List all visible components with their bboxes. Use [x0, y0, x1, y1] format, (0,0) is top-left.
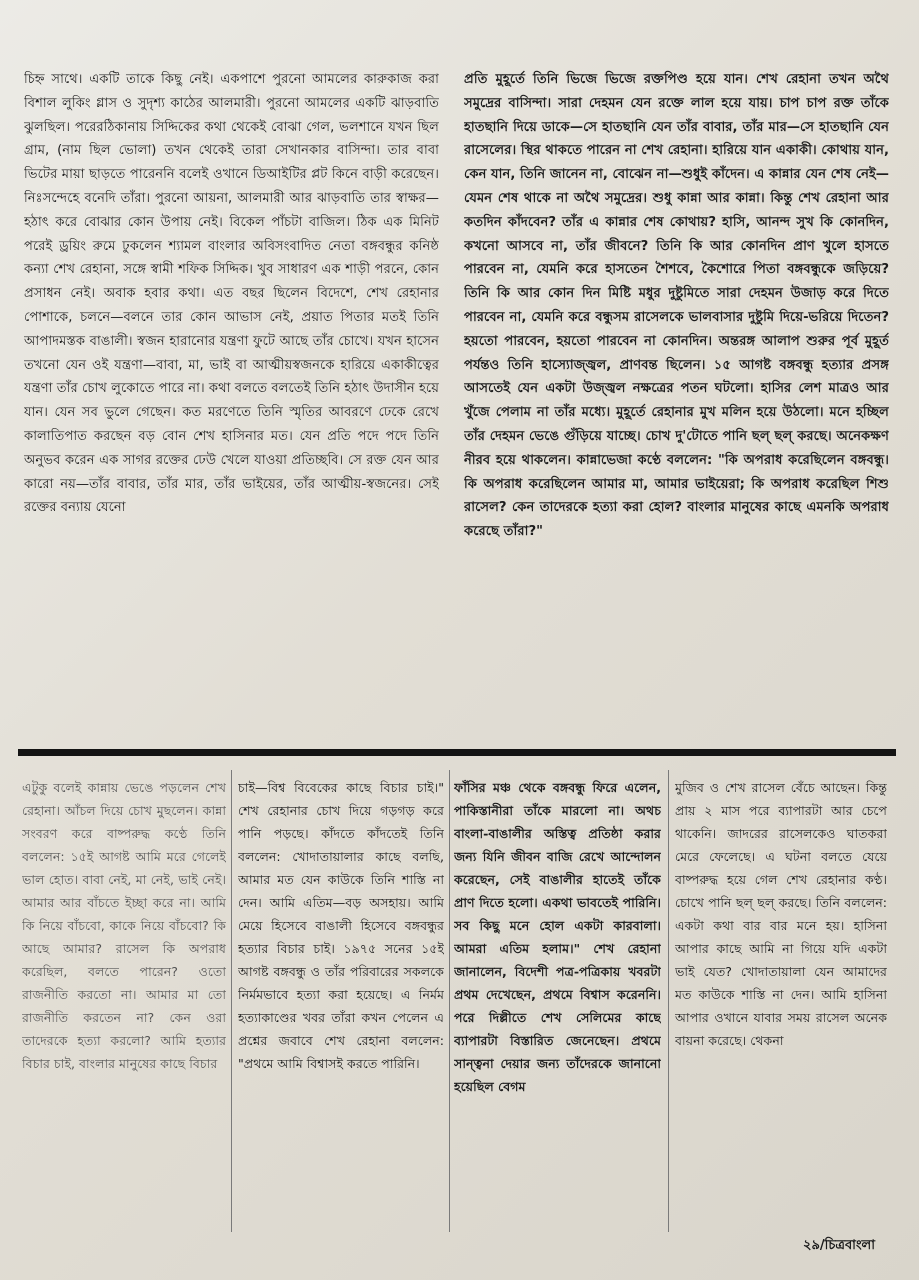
section-divider-rule — [18, 749, 896, 756]
article-column-bottom-4: মুজিব ও শেখ রাসেল বেঁচে আছেন। কিন্তু প্রায় ২ মাস পরে ব্যাপারটা আর চেপে থাকেনি। জাদরের রাসেলকেও ঘাতকরা মেরে ফেলেছে। এ ঘটনা বলতে যেয়ে বাষ্পরুদ্ধ হয়ে গেল শেখ রেহানার কণ্ঠ। চোখে পানি ছল্ ছল্ করছে। তিনি বললেন: একটা কথা বার বার মনে হয়। হাসিনা আপার কাছে আমি না গিয়ে যদি একটা ভাই যেত? খোদাতায়ালা যেন আমাদের মত কাউকে শাস্তি না দেন। আমি হাসিনা আপার ওখানে যাবার সময় রাসেল অনেক বায়না করেছে। থেকনা — [675, 780, 887, 1048]
article-column-bottom-3: ফাঁসির মঞ্চ থেকে বঙ্গবন্ধু ফিরে এলেন, পাকিস্তানীরা তাঁকে মারলো না। অথচ বাংলা-বাঙালীর অস্তিত্ব প্রতিষ্ঠা করার জন্য যিনি জীবন বাজি রেখে আন্দোলন করেছেন, সেই বাঙালীর হাতেই তাঁকে প্রাণ দিতে হলো। একথা ভাবতেই পারিনি। সব কিছু মনে হোল একটা কারবালা। আমরা এতিম হলাম।" শেখ রেহানা জানালেন, বিদেশী পত্র-পত্রিকায় খবরটা প্রথম দেখেছেন, প্রথমে বিশ্বাস করেননি। পরে দিল্লীতে শেখ সেলিমের কাছে ব্যাপারটা বিস্তারিত জেনেছেন। প্রথমে সান্ত্বনা দেয়ার জন্য তাঁদেরকে জানানো হয়েছিল বেগম — [454, 780, 661, 1094]
article-column-bottom-2: চাই—বিশ্ব বিবেকের কাছে বিচার চাই।" শেখ রেহানার চোখ দিয়ে গড়গড় করে পানি পড়ছে। কাঁদতে কাঁদতেই তিনি বললেন: খোদাতায়ালার কাছে বলছি, আমার মত যেন কাউকে তিনি শাস্তি না দেন। আমি এতিম—বড় অসহায়। আমি মেয়ে হিসেবে বাঙালী হিসেবে বঙ্গবন্ধুর হত্যার বিচার চাই। ১৯৭৫ সনের ১৫ই আগষ্ট বঙ্গবন্ধু ও তাঁর পরিবারের সকলকে নির্মমভাবে হত্যা করা হয়েছে। এ নির্মম হত্যাকাণ্ডের খবর তাঁরা কখন পেলেন এ প্রশ্নের জবাবে শেখ রেহানা বললেন: "প্রথমে আমি বিশ্বাসই করতে পারিনি। — [238, 780, 444, 1071]
column-divider — [231, 770, 232, 1232]
article-column-top-right: প্রতি মুহূর্তে তিনি ভিজে ভিজে রক্তপিণ্ড হয়ে যান। শেখ রেহানা তখন অথৈ সমুদ্রের বাসিন্দা। সারা দেহমন যেন রক্তে লাল হয়ে যায়। চাপ চাপ রক্ত তাঁকে হাতছানি দিয়ে ডাকে—সে হাতছানি যেন তাঁর বাবার, তাঁর মার—সে হাতছানি যেন রাসেলের। স্থির থাকতে পারেন না শেখ রেহানা। হারিয়ে যান একাকী। কোথায় যান, কেন যান, তিনি জানেন না, বোঝেন না—শুধুই কাঁদেন। এ কান্নার যেন শেষ নেই—যেমন শেষ থাকে না অথৈ সমুদ্রের। শুধু কান্না আর কান্না। কিন্তু শেখ রেহানা আর কতদিন কাঁদবেন? তাঁর এ কান্নার শেষ কোথায়? হাসি, আনন্দ সুখ কি কোনদিন, কখনো আসবে না, তাঁর জীবনে? তিনি কি আর কোনদিন প্রাণ খুলে হাসতে পারবেন না, যেমনি করে হাসতেন শৈশবে, কৈশোরে পিতা বঙ্গবন্ধুকে জড়িয়ে? তিনি কি আর কোন দিন মিষ্টি মধুর দুষ্টুমিতে সারা দেহমন উজাড় করে দিতে পারবেন না, যেমনি করে বন্ধুসম রাসেলকে ভালবাসার দুষ্টুমি দিয়ে-ভরিয়ে দিতেন? হয়তো পারবেন, হয়তো পারবেন না কোনদিন। অন্তরঙ্গ আলাপ শুরুর পূর্ব মুহূর্ত পর্যন্তও তিনি হাস্যোজ্জ্বল, প্রাণবন্ত ছিলেন। ১৫ আগষ্ট বঙ্গবন্ধু হত্যার প্রসঙ্গ আসতেই যেন একটা উজ্জ্বল নক্ষত্রের পতন ঘটলো। হাসির লেশ মাত্রও আর খুঁজে পেলাম না তাঁর মধ্যে। মুহূর্তে রেহানার মুখ মলিন হয়ে উঠলো। মনে হচ্ছিল তাঁর দেহমন ভেঙে গুঁড়িয়ে যাচ্ছে। চোখ দু'টোতে পানি ছল্ ছল্ করছে। অনেকক্ষণ নীরব হয়ে থাকলেন। কান্নাভেজা কণ্ঠে বললেন: "কি অপরাধ করেছিলেন বঙ্গবন্ধু। কি অপরাধ করেছিলেন আমার মা, আমার ভাইয়েরা; কি অপরাধ করেছিল শিশু রাসেল? কেন তাদেরকে হত্যা করা হোল? বাংলার মানুষের কাছে এমনকি অপরাধ করেছে তাঁরা?" — [464, 72, 889, 540]
article-column-top-left: চিহ্ন সাথে। একটি তাকে কিছু নেই। একপাশে পুরনো আমলের কারুকাজ করা বিশাল লুকিং গ্লাস ও সুদৃশ্য কাঠের আলমারী। পুরনো আমলের একটি ঝাড়বাতি ঝুলছিল। পরেরঠিকানায় সিদ্দিকের কথা থেকেই বোঝা গেল, ভলশানে যখন ছিল গ্রাম, (নাম ছিল ভোলা) তখন থেকেই তারা সেখানকার বাসিন্দা। তার বাবা ভিটের মায়া ছাড়তে পারেননি বলেই ওখানে ডিআইটির প্লট কিনে বাড়ী করেছেন। নিঃসন্দেহে বনেদি তাঁরা। পুরনো আয়না, আলমারী আর ঝাড়বাতি তার স্বাক্ষর—হঠাৎ করে বোঝার কোন উপায় নেই। বিকেল পাঁচটা বাজিল। ঠিক এক মিনিট পরেই ড্রয়িং রুমে ঢুকলেন শ্যামল বাংলার অবিসংবাদিত নেতা বঙ্গবন্ধুর কনিষ্ঠ কন্যা শেখ রেহানা, সঙ্গে স্বামী শফিক সিদ্দিক। খুব সাধারণ এক শাড়ী পরনে, কোন প্রসাধন নেই। অবাক হবার কথা। এত বছর ছিলেন বিদেশে, শেখ রেহানার পোশাকে, চলনে—বলনে তার কোন আভাস নেই, প্রয়াত পিতার মতই তিনি আপাদমস্তক বাঙালী। স্বজন হারানোর যন্ত্রণা ফুটে আছে তাঁর চোখে। যখন হাসেন তখনো যেন ওই যন্ত্রণা—বাবা, মা, ভাই বা আত্মীয়স্বজনকে হারিয়ে একাকীত্বের যন্ত্রণা তাঁর চোখ লুকোতে পারে না। কথা বলতে বলতেই তিনি হঠাৎ উদাসীন হয়ে যান। যেন সব ভুলে গেছেন। কত মরণেতে তিনি স্মৃতির আবরণে ঢেকে রেখে কালাতিপাত করছেন বড় বোন শেখ হাসিনার মত। যেন প্রতি পদে পদে তিনি অনুভব করেন এক সাগর রক্তের ঢেউ খেলে যাওয়া প্রতিচ্ছবি। সে রক্ত যেন আর কারো নয়—তাঁর বাবার, তাঁর মার, তাঁর ভাইয়ের, তাঁর আত্মীয়-স্বজনের। সেই রক্তের বন্যায় যেনো — [24, 72, 439, 516]
column-divider — [449, 770, 450, 1232]
article-column-bottom-1: এটুকু বলেই কান্নায় ভেঙে পড়লেন শেখ রেহানা। আঁচল দিয়ে চোখ মুছলেন। কান্না সংবরণ করে বাষ্পরুদ্ধ কণ্ঠে তিনি বললেন: ১৫ই আগষ্ট আমি মরে গেলেই ভাল হোত। বাবা নেই, মা নেই, ভাই নেই। আমার আর বাঁচতে ইচ্ছা করে না। আমি কি নিয়ে বাঁচবো, কাকে নিয়ে বাঁচবো? কি আছে আমার? রাসেল কি অপরাধ করেছিল, বলতে পারেন? ওতো রাজনীতি করতো না। আমার মা তো রাজনীতি করতেন না? কেন ওরা তাদেরকে হত্যা করলো? আমি হত্যার বিচার চাই, বাংলার মানুষের কাছে বিচার — [22, 780, 226, 1071]
column-divider — [668, 770, 669, 1232]
page-folio: ২৯/চিত্রবাংলা — [803, 1238, 875, 1253]
